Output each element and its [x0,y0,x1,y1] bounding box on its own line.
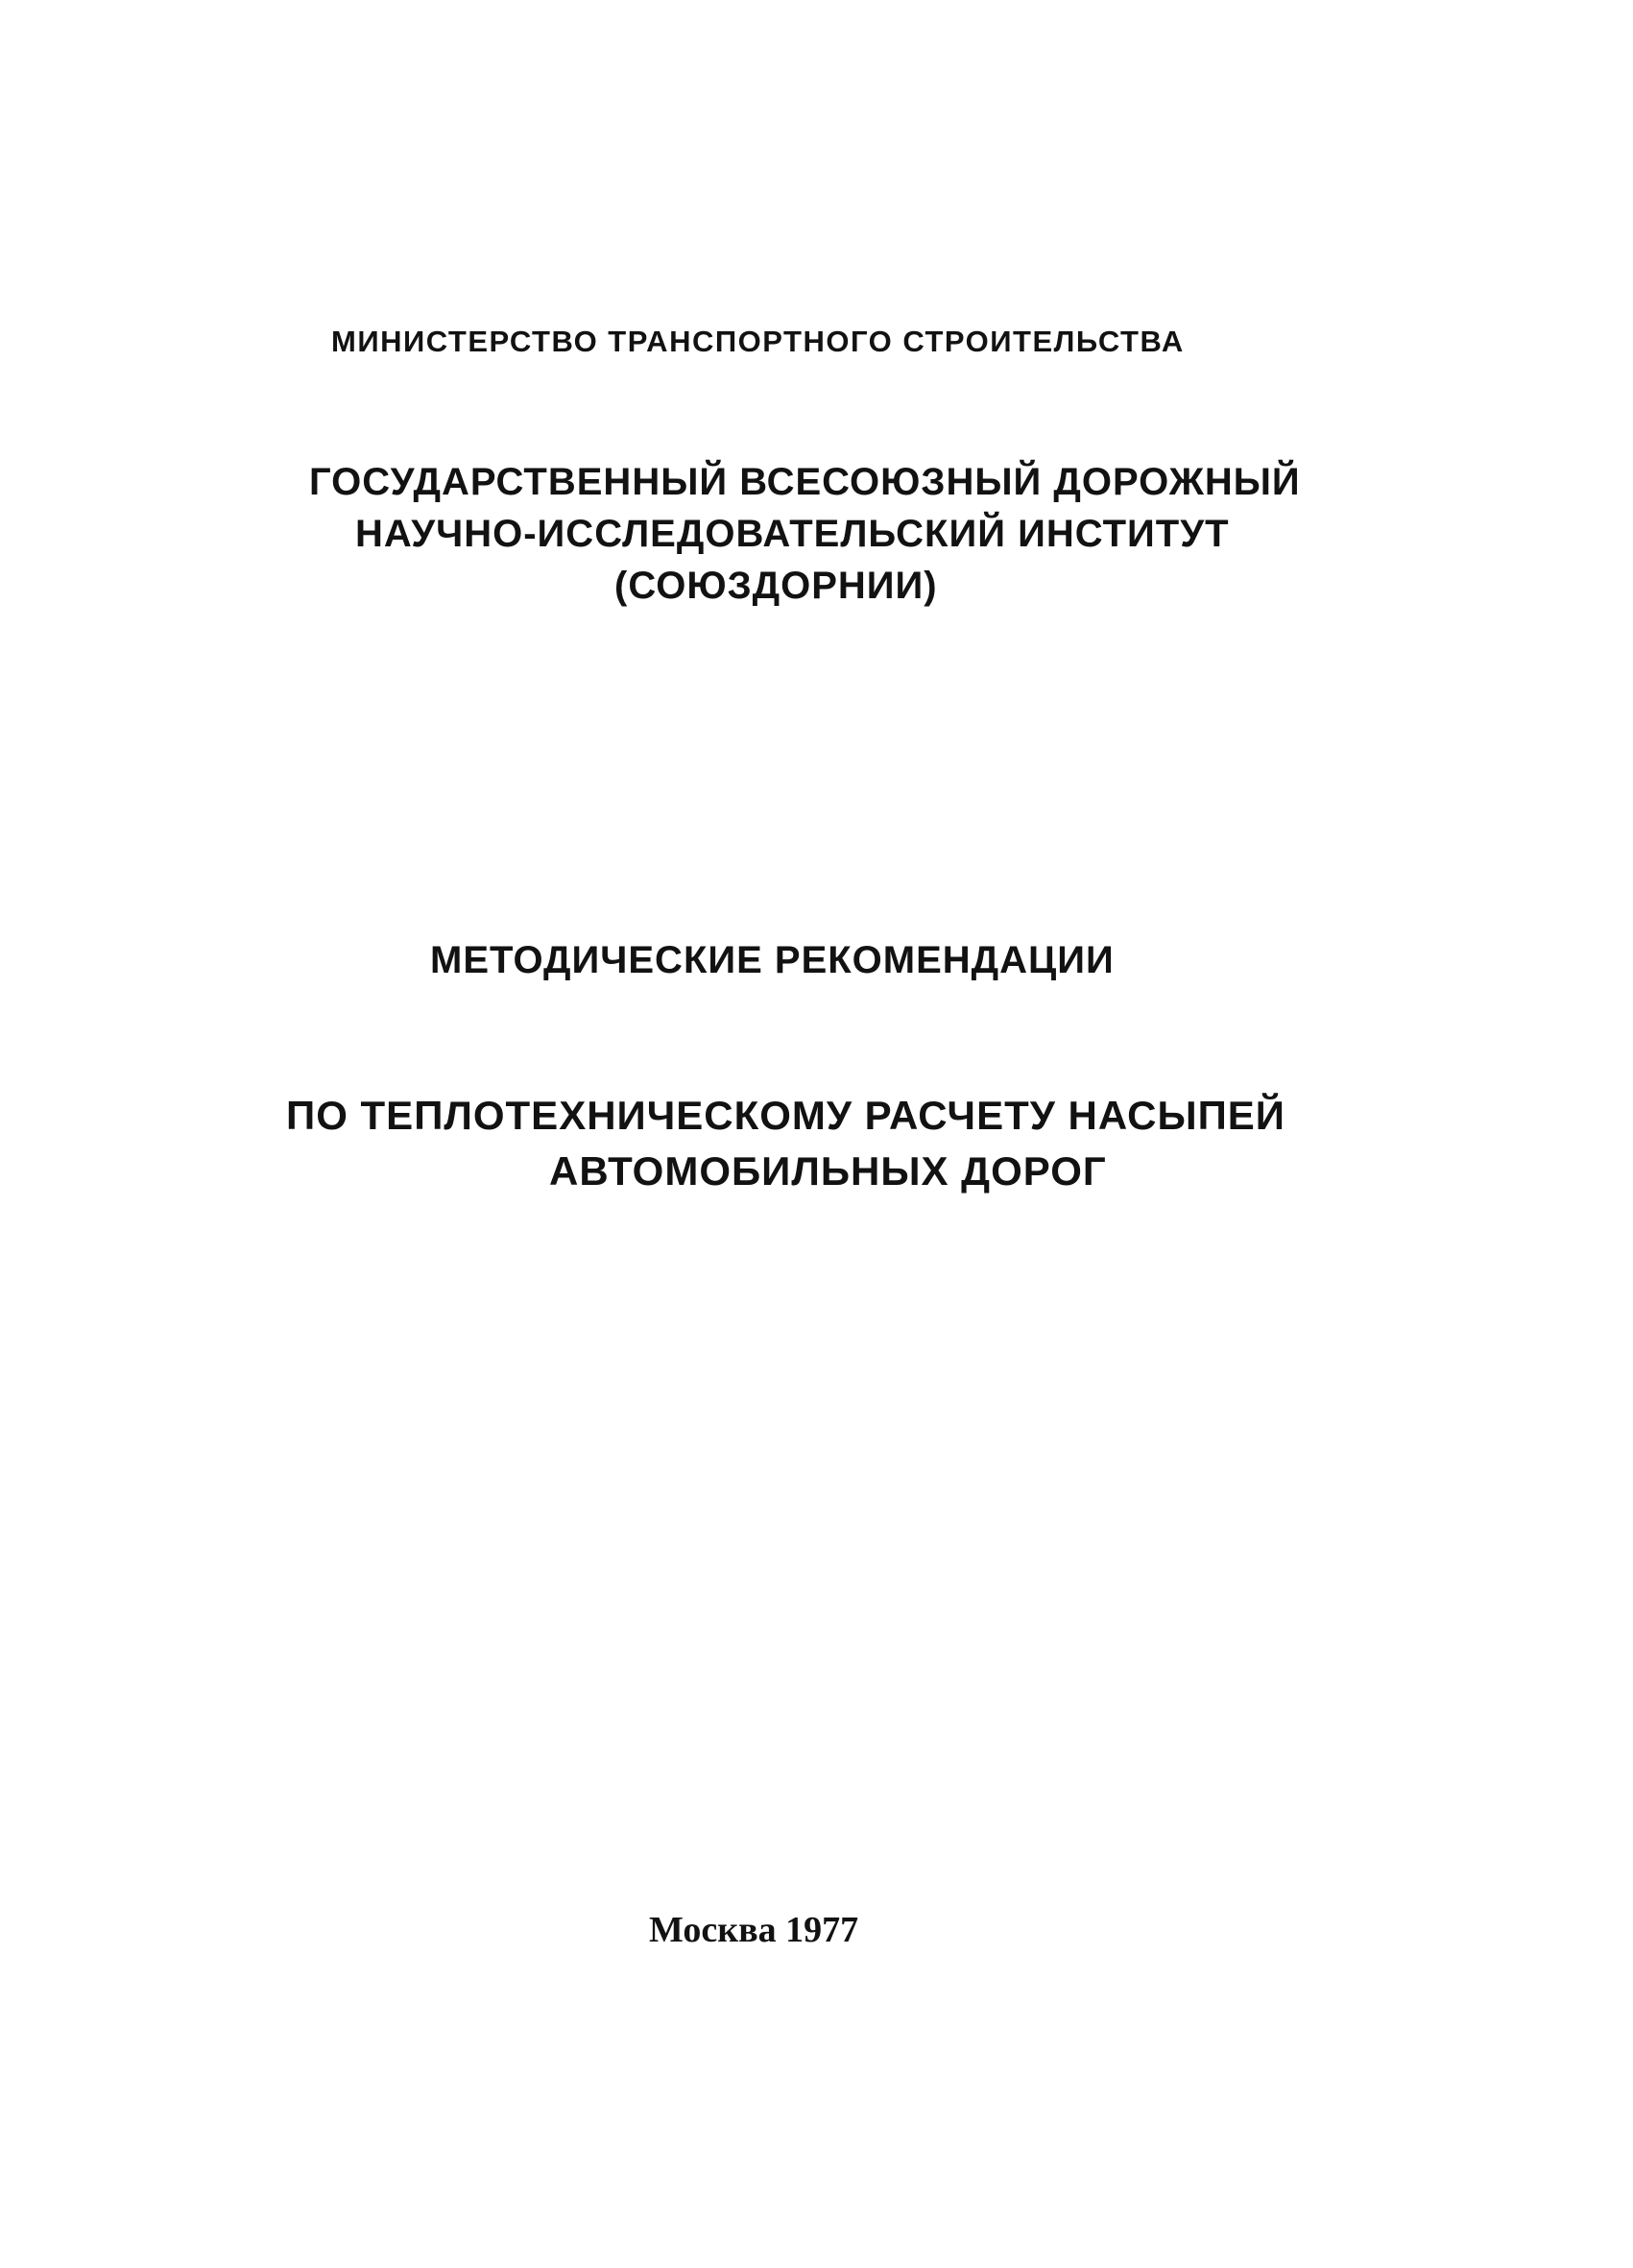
ministry-name: МИНИСТЕРСТВО ТРАНСПОРТНОГО СТРОИТЕЛЬСТВА [331,325,1185,358]
institute-abbreviation: (СОЮЗДОРНИИ) [614,565,938,607]
document-title-line-2: АВТОМОБИЛЬНЫХ ДОРОГ [549,1148,1107,1194]
document-title-line-1: ПО ТЕПЛОТЕХНИЧЕСКОМУ РАСЧЕТУ НАСЫПЕЙ [286,1093,1285,1138]
document-type: МЕТОДИЧЕСКИЕ РЕКОМЕНДАЦИИ [430,939,1115,981]
institute-name-line-1: ГОСУДАРСТВЕННЫЙ ВСЕСОЮЗНЫЙ ДОРОЖНЫЙ [309,461,1301,503]
imprint-city-year: Москва 1977 [649,1910,859,1950]
institute-name-line-2: НАУЧНО-ИССЛЕДОВАТЕЛЬСКИЙ ИНСТИТУТ [355,513,1230,555]
